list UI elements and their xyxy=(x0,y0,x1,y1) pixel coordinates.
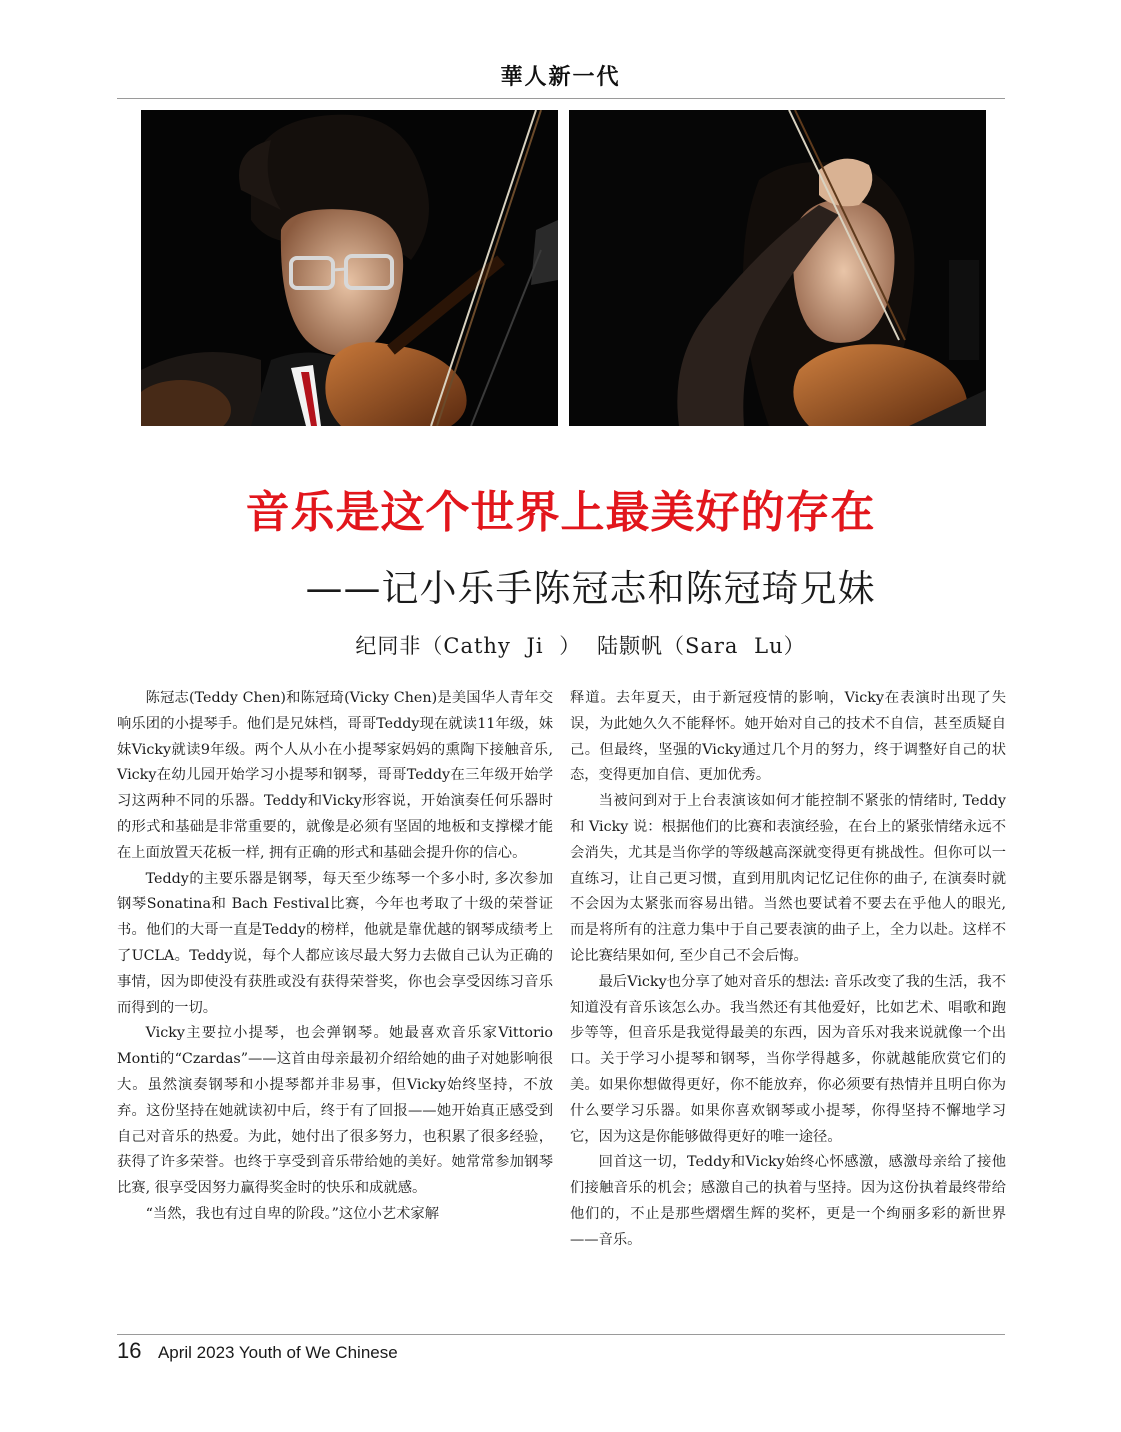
photo-teddy-violin xyxy=(141,110,558,426)
issue-info: April 2023 Youth of We Chinese xyxy=(157,1343,398,1362)
paragraph: “当然，我也有过自卑的阶段。”这位小艺术家解 xyxy=(145,1205,439,1222)
paragraph: 最后Vicky也分享了她对音乐的想法: 音乐改变了我的生活，我不知道没有音乐该怎么办。我当然还有其他爱好，比如艺术、唱歌和跑步等等，但音乐是我觉得最美的东西，因为音乐对我来说就像一个出口。关于学习小提琴和钢琴，当你学得越多，你就越能欣赏它们的美。如果你想做得更好，你不能放弃，你必须要有热情并且明白你为什么要学习乐器。如果你喜欢钢琴或小提琴，你得坚持不懈地学习它，因为这是你能够做得更好的唯一途径。 xyxy=(570,973,1006,1145)
top-divider xyxy=(117,98,1005,99)
photo-vicky-illustration xyxy=(569,110,986,426)
paragraph: 回首这一切，Teddy和Vicky始终心怀感激，感激母亲给了接他们接触音乐的机会；感激自己的执着与坚持。因为这份执着最终带给他们的，不止是那些熠熠生辉的奖杯，更是一个绚丽多彩的新世界——音乐。 xyxy=(570,1154,1006,1248)
paragraph: 陈冠志(Teddy Chen)和陈冠琦(Vicky Chen)是美国华人青年交响乐团的小提琴手。他们是兄妹档，哥哥Teddy现在就读11年级，妹妹Vicky就读9年级。两个人从小在小提琴家妈妈的熏陶下接触音乐, Vicky在幼儿园开始学习小提琴和钢琴，哥哥Teddy在三年级开始学习这两种不同的乐器。Teddy和Vicky形容说，开始演奏任何乐器时的形式和基础是非常重要的，就像是必须有坚固的地板和支撑樑才能在上面放置天花板一样, 拥有正确的形式和基础会提升你的信心。 xyxy=(117,690,553,861)
article-headline: 音乐是这个世界上最美好的存在 xyxy=(245,487,876,538)
left-column xyxy=(117,686,553,1228)
article-byline: 纪同非（Cathy Ji ） 陆颢帆（Sara Lu） xyxy=(355,634,806,658)
photo-vicky-violin xyxy=(569,110,986,426)
paragraph: Teddy的主要乐器是钢琴，每天至少练琴一个多小时, 多次参加钢琴Sonatina和 Bach Festival比赛，今年也考取了十级的荣誉证书。他们的大哥一直是Teddy的榜样，他就是靠优越的钢琴成绩考上了UCLA。Teddy说，每个人都应该尽最大努力去做自己认为正确的事情，因为即使没有获胜或没有获得荣誉奖，你也会享受因练习音乐而得到的一切。 xyxy=(117,870,553,1016)
page-footer xyxy=(117,1338,398,1364)
paragraph-continued: 释道。去年夏天，由于新冠疫情的影响，Vicky在表演时出现了失误，为此她久久不能释怀。她开始对自己的技术不自信，甚至质疑自己。但最终，坚强的Vicky通过几个月的努力，终于调整好自己的状态，变得更加自信、更加优秀。 xyxy=(570,690,1006,784)
paragraph: 当被问到对于上台表演该如何才能控制不紧张的情绪时, Teddy 和 Vicky 说：根据他们的比赛和表演经验，在台上的紧张情绪永远不会消失，尤其是当你学的等级越高深就变得更有挑战性。但你可以一直练习，让自己更习惯，直到用肌肉记忆记住你的曲子, 在演奏时就不会因为太紧张而容易出错。当然也要试着不要去在乎他人的眼光, 而是将所有的注意力集中于自己要表演的曲子上，全力以赴。这样不论比赛结果如何, 至少自己不会后悔。 xyxy=(570,793,1006,964)
article-subtitle: ——记小乐手陈冠志和陈冠琦兄妹 xyxy=(305,567,876,610)
bottom-divider xyxy=(117,1334,1005,1335)
photo-teddy-illustration xyxy=(141,110,558,426)
section-header: 華人新一代 xyxy=(500,64,621,90)
right-column xyxy=(570,686,1006,1254)
paragraph: Vicky主要拉小提琴，也会弹钢琴。她最喜欢音乐家Vittorio Monti的“Czardas”——这首由母亲最初介绍给她的曲子对她影响很大。虽然演奏钢琴和小提琴都并非易事，但Vicky始终坚持，不放弃。这份坚持在她就读初中后，终于有了回报——她开始真正感受到自己对音乐的热爱。为此，她付出了很多努力，也积累了很多经验，获得了许多荣誉。也终于享受到音乐带给她的美好。她常常参加钢琴比赛, 很享受因努力赢得奖金时的快乐和成就感。 xyxy=(117,1025,553,1197)
page-number: 16 xyxy=(117,1338,142,1363)
